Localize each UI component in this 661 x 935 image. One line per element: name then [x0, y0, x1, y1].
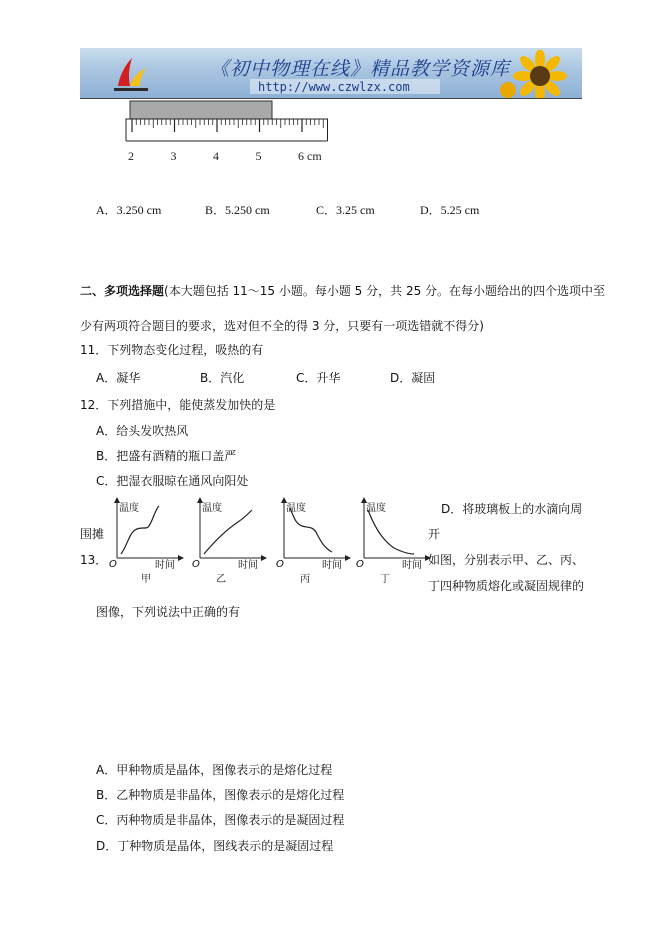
graph-yi-name: 乙: [216, 574, 226, 585]
q12-option-d-end: 开: [428, 527, 441, 541]
q13-option-c[interactable]: C．丙种物质是非晶体，图像表示的是凝固过程: [96, 813, 345, 827]
graph-jia-xlabel: 时间: [155, 560, 175, 571]
q13-stem-line1: 如图，分别表示甲、乙、丙、: [428, 553, 585, 567]
graph-yi-origin: O: [192, 559, 200, 570]
q10-option-d[interactable]: D．5.25 cm: [420, 203, 480, 217]
ruler-label: 5: [255, 149, 262, 163]
graph-jia-origin: O: [109, 559, 117, 570]
section2-heading: 二、多项选择题: [80, 284, 165, 298]
banner-title: 《初中物理在线》精品教学资源库: [210, 58, 511, 80]
ruler-scale: [126, 119, 328, 141]
q12-option-d-cont: 围摊: [80, 527, 105, 541]
ruler-body: [126, 119, 328, 141]
graph-bing-xlabel: 时间: [322, 560, 342, 571]
graph-jia-name: 甲: [141, 574, 151, 585]
measured-object: [130, 101, 272, 119]
q11-option-d[interactable]: D．凝固: [390, 371, 436, 385]
q13-stem-line2: 丁四种物质熔化或凝固规律的: [428, 579, 585, 593]
q12-stem: 12．下列措施中，能使蒸发加快的是: [80, 398, 276, 412]
q12-option-d[interactable]: D．将玻璃板上的水滴向周: [441, 502, 583, 516]
q13-number: 13．: [80, 553, 108, 567]
section2-intro: [80, 284, 605, 298]
q13-option-a[interactable]: A．甲种物质是晶体，图像表示的是熔化过程: [96, 763, 333, 777]
ruler-label: 6 cm: [298, 149, 322, 163]
graph-yi-xlabel: 时间: [238, 560, 258, 571]
ruler-label: 2: [128, 149, 134, 163]
q13-stem-line3: 图像，下列说法中正确的有: [96, 605, 241, 619]
q13-option-d[interactable]: D．丁种物质是晶体，图线表示的是凝固过程: [96, 839, 334, 853]
banner-url[interactable]: http://www.czwlzx.com: [258, 80, 410, 94]
q12-option-a[interactable]: A．给头发吹热风: [96, 424, 189, 438]
logo-icon: [110, 52, 152, 94]
ruler-label: 4: [213, 149, 219, 163]
section2-desc-line1: (本大题包括 11～15 小题。每小题 5 分，共 25 分。在每小题给出的四个选项中至: [164, 284, 606, 298]
q10-option-c[interactable]: C．3.25 cm: [316, 203, 375, 217]
sunflower-icon: [498, 50, 578, 98]
ruler-labels: [128, 149, 322, 163]
graph-ding: [352, 496, 432, 588]
graph-bing-name: 丙: [300, 574, 310, 585]
graph-jia-ylabel: 温度: [119, 503, 139, 514]
q11-option-a[interactable]: A．凝华: [96, 371, 141, 385]
graph-ding-name: 丁: [380, 574, 390, 585]
curve-ding: [368, 510, 414, 554]
curve-yi: [204, 510, 252, 554]
ruler-label: 3: [170, 149, 177, 163]
ruler-figure: [122, 98, 332, 168]
q10-option-b[interactable]: B．5.250 cm: [205, 203, 270, 217]
graph-bing-origin: O: [276, 559, 284, 570]
q13-option-b[interactable]: B．乙种物质是非晶体，图像表示的是熔化过程: [96, 788, 345, 802]
q12-option-b[interactable]: B．把盛有酒精的瓶口盖严: [96, 449, 237, 463]
q11-stem: 11．下列物态变化过程，吸热的有: [80, 343, 264, 357]
q12-option-c[interactable]: C．把湿衣服晾在通风向阳处: [96, 474, 249, 488]
graph-bing-ylabel: 温度: [286, 503, 306, 514]
graph-yi: [188, 496, 268, 588]
q11-option-b[interactable]: B．汽化: [200, 371, 245, 385]
q11-option-c[interactable]: C．升华: [296, 371, 341, 385]
graph-ding-ylabel: 温度: [366, 503, 386, 514]
graph-ding-origin: O: [356, 559, 364, 570]
graph-jia: [105, 496, 185, 588]
q10-option-a[interactable]: A．3.250 cm: [96, 203, 162, 217]
graph-yi-ylabel: 温度: [202, 503, 222, 514]
graph-ding-xlabel: 时间: [402, 560, 422, 571]
header-banner: [80, 48, 582, 98]
section2-desc-line2: 少有两项符合题目的要求，选对但不全的得 3 分，只要有一项选错就不得分): [80, 319, 484, 333]
graph-bing: [272, 496, 352, 588]
